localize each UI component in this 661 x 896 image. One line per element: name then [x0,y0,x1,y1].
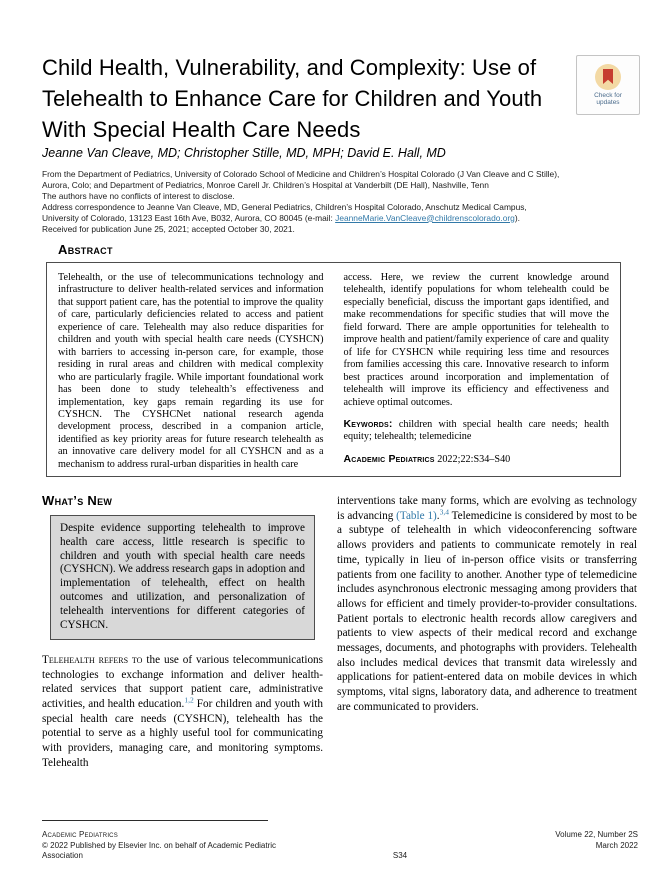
abstract-column-left [58,272,324,470]
journal-citation: Academic Pediatrics 2022;22:S34–S40 [343,452,511,465]
abstract-text: access. Here, we review the current knowledge around telehealth, identify populations for whom telehealth could be especially beneficial, discuss the important gaps identified, and make recommendations for specific studies that will move the field forward. There are ample opportunities for telehealth to improve health and patient/family experience of care and quality of life for CYSHCN while requiring less time and resources from families accessing this care. Innovative research to inform best practices around incorporation and implementation of telehealth will improve its efficiency and effectiveness and achieve optimal outcomes. [343,272,609,408]
intro-paragraph: Telehealth refers to the use of various telecommunications technologies to exchange information and deliver health-related services that support patient care, administrative activities, and health education.$^{1,2}$ For children and youth with special health care needs (CYSHCN), telehealth has the potential to serve as a highly useful tool for communicating with providers, managing care, and monitoring symptoms. Telehealth [42,653,323,769]
affiliation-block [42,169,638,234]
correspondence-line: University of Colorado, 13123 East 16th Ave, B032, Aurora, CO 80045 (e-mail: JeanneMarie.VanCleave@childrenscolorado.org). [42,212,520,223]
author-list: Jeanne Van Cleave, MD; Christopher Stille, MD, MPH; David E. Hall, MD [42,146,446,160]
bookmark-icon [603,69,613,84]
affiliation-line: From the Department of Pediatrics, University of Colorado School of Medicine and Children’s Hospital Colorado (J Van Cleave and C Stille), [42,169,560,179]
page-footer [42,820,638,862]
footer-issue-block [488,830,638,851]
whats-new-heading: What’s New [42,493,113,508]
received-dates: Received for publication June 25, 2021; accepted October 30, 2021. [42,223,295,234]
body-column-right [337,494,637,715]
page-number: S34 [392,851,408,860]
abstract-heading: Abstract [58,242,113,257]
body-column-left [42,494,323,782]
footer-publisher-block [42,830,312,862]
article-title-line: Telehealth to Enhance Care for Children and Youth [42,86,543,111]
reference-superscript[interactable]: 3,4 [439,506,449,516]
check-for-updates-button[interactable] [576,55,640,115]
reference-superscript[interactable]: 1,2 [184,695,194,705]
crossmark-logo-icon [595,64,621,90]
conflict-disclosure: The authors have no conflicts of interest to disclose. [42,190,235,201]
footer-copyright: Association [42,851,83,860]
whats-new-box: Despite evidence supporting telehealth to improve health care access, little research is specific to children and youth with special health care needs (CYSHCN). We address research gaps in adoption and implementation of telehealth, effect on health outcomes and utilization, and personalization of telehealth interventions for different categories of CYSHCN. [50,515,315,640]
email-link[interactable]: JeanneMarie.VanCleave@childrenscolorado.org [335,212,515,223]
article-title-line: Child Health, Vulnerability, and Complexity: Use of [42,55,537,80]
abstract-text: Telehealth, or the use of telecommunications technology and infrastructure to deliver health-related services and information that support patient care, has the potential to improve the quality of care, particularly deficiencies related to access and patient experience of care. Telehealth may also reduce disparities for children and youth with special health care needs (CYSHCN) with barriers to accessing in-person care, for example, those residing in rural areas and children with medical complexity who are particularly fragile. While important foundational work has been done to study telehealth’s effectiveness and implementation, key gaps remain regarding its use for CYSHCN. The CYSHCNet national research agenda development process, described in a companion article, identified as key priority areas for future research telehealth as an innovative care delivery model for all CYSHCN and as a mechanism to address rural-urban disparities in health care [58,272,324,470]
journal-name-label: Academic Pediatrics [343,452,435,465]
check-for-updates-label: Check for updates [594,91,622,106]
affiliation-line: Aurora, Colo; and Department of Pediatrics, Monroe Carell Jr. Children’s Hospital at Vanderbilt (DE Hall), Nashville, Tenn [42,179,489,190]
table-1-link[interactable]: (Table 1) [396,509,437,522]
footer-date: March 2022 [595,840,638,850]
article-title [42,52,572,145]
footer-divider [42,820,268,821]
body-paragraph: interventions take many forms, which are evolving as technology is advancing (Table 1).$^{3,4}$ Telemedicine is considered by most to be a subtype of telehealth in which videoconferencing software allows providers and patients to communicate remotely in real time, typically in lieu of in-person office visits or transferring patients from one facility to another. Another type of telemedicine includes asynchronous electronic messaging among providers that allows for efficient and timely provider-to-provider consultations. Patient portals to electronic health records allow caregivers and patients to view aspects of their medical record and exchange messages, documents, and photographs with providers. Telehealth also includes medical devices that transmit data wirelessly and applications for patient-entered data on mobile devices in which symptoms, vital signs, laboratory data, and adherence to treatment are communicated to providers. [337,495,637,713]
footer-journal-name: Academic Pediatrics [42,830,118,839]
keywords-label: Keywords: [343,417,393,430]
footer-volume: Volume 22, Number 2S [555,830,638,839]
article-title-line: With Special Health Care Needs [42,117,361,142]
keywords: Keywords: children with special health care needs; health equity; telehealth; telemedicine [343,417,609,443]
correspondence-line: Address correspondence to Jeanne Van Cleave, MD, General Pediatrics, Children’s Hospital Colorado, Anschutz Medical Campus, [42,201,527,212]
lead-in-text: Telehealth refers to [42,653,143,666]
footer-copyright: © 2022 Published by Elsevier Inc. on behalf of Academic Pediatric [42,840,277,850]
abstract-box [46,262,621,477]
abstract-column-right [344,272,610,467]
